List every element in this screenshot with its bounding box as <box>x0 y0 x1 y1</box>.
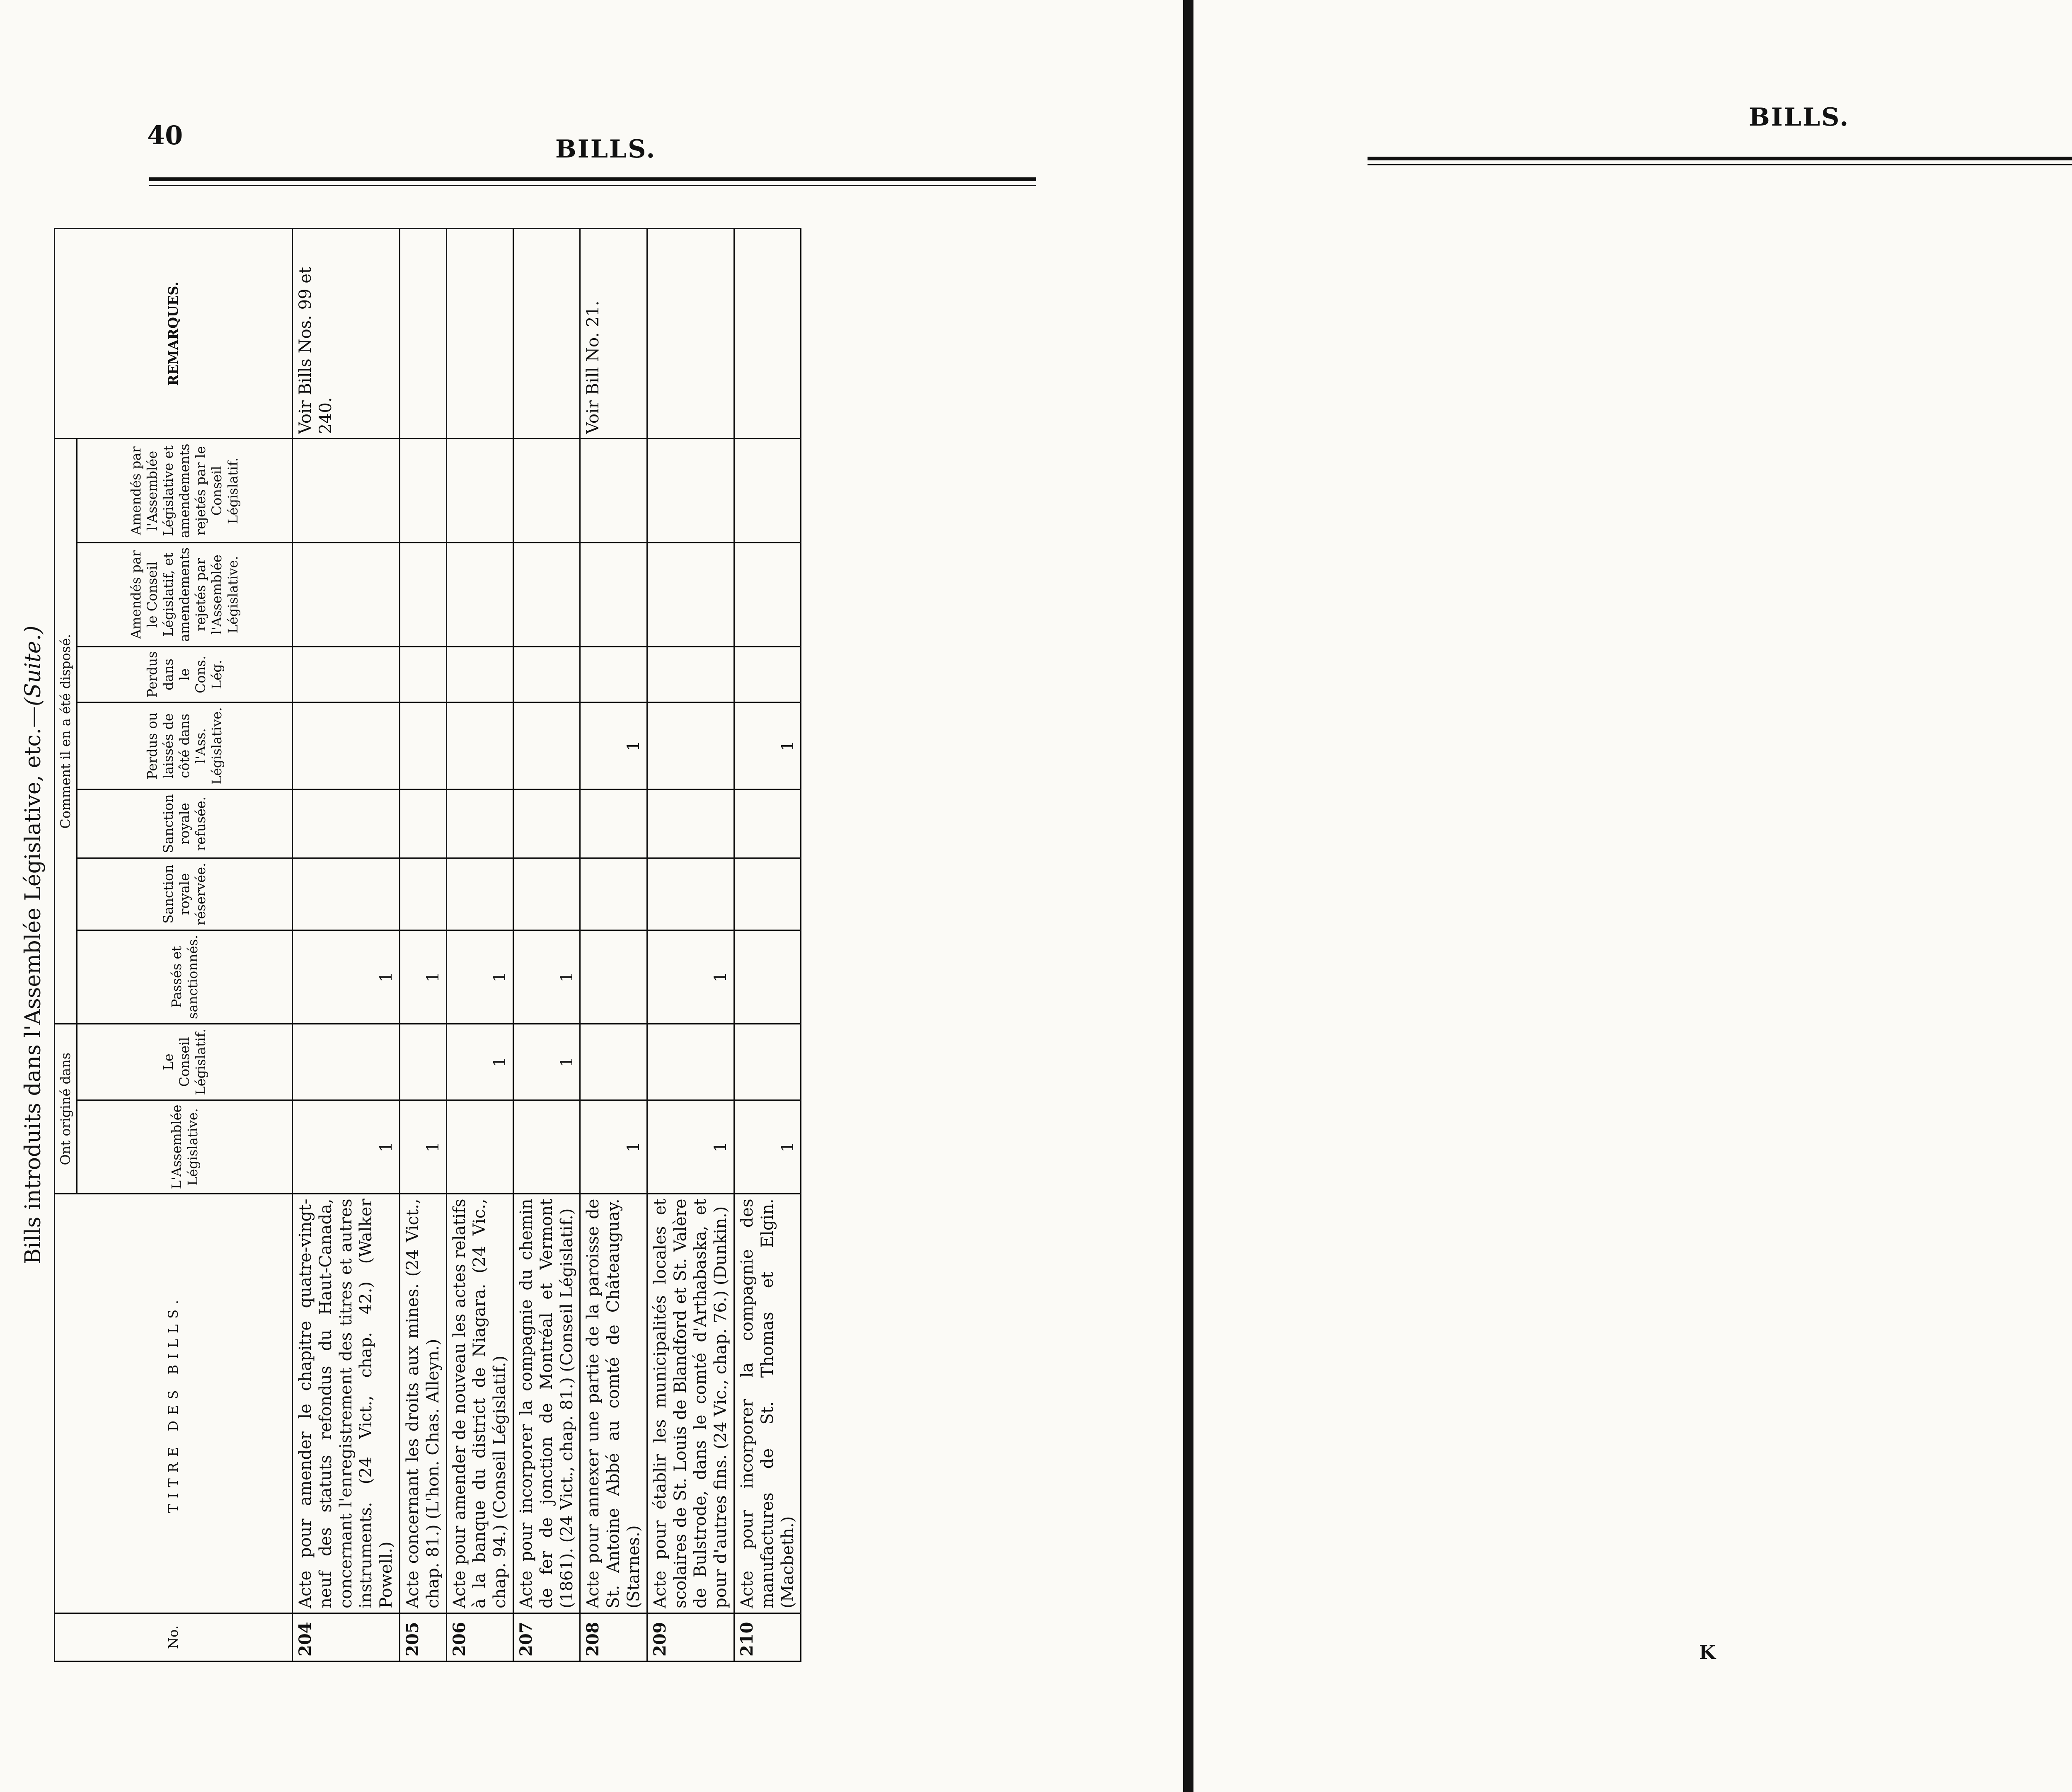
header-amendes-assemblee: Amendés par l'Assemblée Législative et amendements rejetés par le Conseil Législatif. <box>77 439 293 543</box>
caption-text: Bills introduits dans l'Assemblée Législative, etc.— <box>21 706 46 1264</box>
table-row <box>647 229 734 1661</box>
mark-assemblee: 1 <box>580 1100 647 1194</box>
mark-perdus-ass <box>647 702 734 789</box>
bill-title: Acte pour établir les municipalités locales et scolaires de St. Louis de Blandford et St. Valère de Bulstrode, dans le comté d'Arthabaska, et pour d'autres fins. (24 Vic., chap. 76.) (Dunkin.) <box>647 1194 734 1613</box>
bill-title: Acte pour annexer une partie de la paroisse de St. Antoine Abbé au comté de Châteauguay. (Starnes.) <box>580 1194 647 1613</box>
bill-title: Acte pour amender le chapitre quatre-vingt-neuf des statuts refondus du Haut-Canada, concernant l'enregistrement des titres et autres instruments. (24 Vict., chap. 42.) (Walker Powell.) <box>293 1194 400 1613</box>
mark-amendes-assemblee <box>734 439 801 543</box>
mark-amendes-conseil <box>293 542 400 647</box>
caption-suite: (Suite.) <box>21 625 46 706</box>
bill-title: Acte pour incorporer la compagnie du chemin de fer de jonction de Montréal et Vermont (1861). (24 Vict., chap. 81.) (Conseil Législatif.) <box>513 1194 580 1613</box>
head-rule-thin-right <box>1368 164 2072 165</box>
mark-amendes-conseil <box>400 542 447 647</box>
mark-reservee <box>513 858 580 930</box>
header-no: No. <box>55 1613 293 1661</box>
mark-assemblee: 1 <box>647 1100 734 1194</box>
page-number-left: 40 <box>147 120 183 150</box>
mark-amendes-assemblee <box>647 439 734 543</box>
bill-title: Acte concernant les droits aux mines. (24 Vict., chap. 81.) (L'hon. Chas. Alleyn.) <box>400 1194 447 1613</box>
bill-number: 206 <box>446 1613 513 1661</box>
mark-conseil: 1 <box>513 1024 580 1100</box>
mark-reservee <box>647 858 734 930</box>
head-rule-thick-right <box>1368 157 2072 160</box>
mark-assemblee: 1 <box>734 1100 801 1194</box>
mark-assemblee: 1 <box>400 1100 447 1194</box>
running-head-right: BILLS. <box>1749 103 1850 132</box>
mark-assemblee <box>446 1100 513 1194</box>
remark <box>446 229 513 439</box>
bills-table-left <box>54 228 801 1662</box>
mark-reservee <box>400 858 447 930</box>
mark-perdus-ass: 1 <box>734 702 801 789</box>
mark-refusee <box>446 789 513 858</box>
mark-conseil <box>400 1024 447 1100</box>
remark <box>400 229 447 439</box>
signature-letter: K <box>1699 1641 1716 1664</box>
running-head-left: BILLS. <box>555 135 656 164</box>
bill-title: Acte pour amender de nouveau les actes relatifs à la banque du district de Niagara. (24 Vic., chap. 94.) (Conseil Législatif.) <box>446 1194 513 1613</box>
mark-perdus-cons <box>513 647 580 702</box>
header-passes: Passés et sanctionnés. <box>77 930 293 1024</box>
header-perdus-ass: Perdus ou laissés de côté dans l'Ass. Législative. <box>77 702 293 789</box>
mark-perdus-ass <box>513 702 580 789</box>
mark-passes: 1 <box>513 930 580 1024</box>
head-rule-thin-left <box>149 185 1036 186</box>
mark-perdus-ass <box>446 702 513 789</box>
remark: Voir Bills Nos. 99 et 240. <box>293 229 400 439</box>
mark-passes: 1 <box>647 930 734 1024</box>
mark-conseil: 1 <box>446 1024 513 1100</box>
mark-refusee <box>513 789 580 858</box>
mark-passes <box>734 930 801 1024</box>
bill-number: 204 <box>293 1613 400 1661</box>
mark-amendes-assemblee <box>580 439 647 543</box>
mark-perdus-cons <box>400 647 447 702</box>
header-titre: TITRE DES BILLS. <box>55 1194 293 1613</box>
mark-amendes-conseil <box>513 542 580 647</box>
bill-number: 205 <box>400 1613 447 1661</box>
mark-amendes-conseil <box>647 542 734 647</box>
mark-perdus-ass <box>293 702 400 789</box>
header-assemblee: L'Assemblée Législative. <box>77 1100 293 1194</box>
bill-title: Acte pour incorporer la compagnie des manufactures de St. Thomas et Elgin. (Macbeth.) <box>734 1194 801 1613</box>
mark-amendes-assemblee <box>446 439 513 543</box>
head-rule-thick-left <box>149 177 1036 181</box>
mark-conseil <box>293 1024 400 1100</box>
mark-perdus-cons <box>734 647 801 702</box>
bill-number: 209 <box>647 1613 734 1661</box>
mark-passes: 1 <box>400 930 447 1024</box>
mark-assemblee: 1 <box>293 1100 400 1194</box>
bill-number: 208 <box>580 1613 647 1661</box>
mark-refusee <box>293 789 400 858</box>
mark-perdus-cons <box>446 647 513 702</box>
mark-conseil <box>647 1024 734 1100</box>
table-row <box>293 229 400 1661</box>
mark-passes: 1 <box>446 930 513 1024</box>
bill-number: 210 <box>734 1613 801 1661</box>
mark-perdus-cons <box>647 647 734 702</box>
table-row <box>513 229 580 1661</box>
mark-perdus-cons <box>293 647 400 702</box>
mark-assemblee <box>513 1100 580 1194</box>
mark-passes <box>580 930 647 1024</box>
mark-perdus-ass <box>400 702 447 789</box>
header-amendes-conseil: Amendés par le Conseil Législatif, et amendements rejetés par l'Assemblée Législative. <box>77 542 293 647</box>
table-row <box>580 229 647 1661</box>
mark-refusee <box>734 789 801 858</box>
mark-amendes-assemblee <box>293 439 400 543</box>
mark-refusee <box>647 789 734 858</box>
mark-refusee <box>580 789 647 858</box>
header-ont-origine: Ont originé dans <box>55 1024 77 1194</box>
remark <box>513 229 580 439</box>
table-row <box>734 229 801 1661</box>
table-row <box>446 229 513 1661</box>
table-caption <box>21 228 46 1662</box>
mark-reservee <box>446 858 513 930</box>
mark-amendes-conseil <box>734 542 801 647</box>
mark-reservee <box>293 858 400 930</box>
table-row <box>400 229 447 1661</box>
mark-refusee <box>400 789 447 858</box>
header-refusee: Sanction royale refusée. <box>77 789 293 858</box>
remark <box>734 229 801 439</box>
header-conseil: Le Conseil Législatif. <box>77 1024 293 1100</box>
left-rotated-table-block <box>21 228 1028 1662</box>
mark-amendes-assemblee <box>400 439 447 543</box>
mark-reservee <box>580 858 647 930</box>
mark-conseil <box>734 1024 801 1100</box>
remark: Voir Bill No. 21. <box>580 229 647 439</box>
mark-conseil <box>580 1024 647 1100</box>
mark-amendes-conseil <box>580 542 647 647</box>
header-comment: Comment il en a été disposé. <box>55 439 77 1024</box>
mark-amendes-conseil <box>446 542 513 647</box>
mark-passes: 1 <box>293 930 400 1024</box>
header-reservee: Sanction royale réservée. <box>77 858 293 930</box>
bill-number: 207 <box>513 1613 580 1661</box>
mark-reservee <box>734 858 801 930</box>
mark-amendes-assemblee <box>513 439 580 543</box>
right-page <box>1193 0 2072 1792</box>
remark <box>647 229 734 439</box>
header-remarques: REMARQUES. <box>55 229 293 439</box>
header-perdus-cons: Perdus dans le Cons. Lég. <box>77 647 293 702</box>
mark-perdus-cons <box>580 647 647 702</box>
mark-perdus-ass: 1 <box>580 702 647 789</box>
